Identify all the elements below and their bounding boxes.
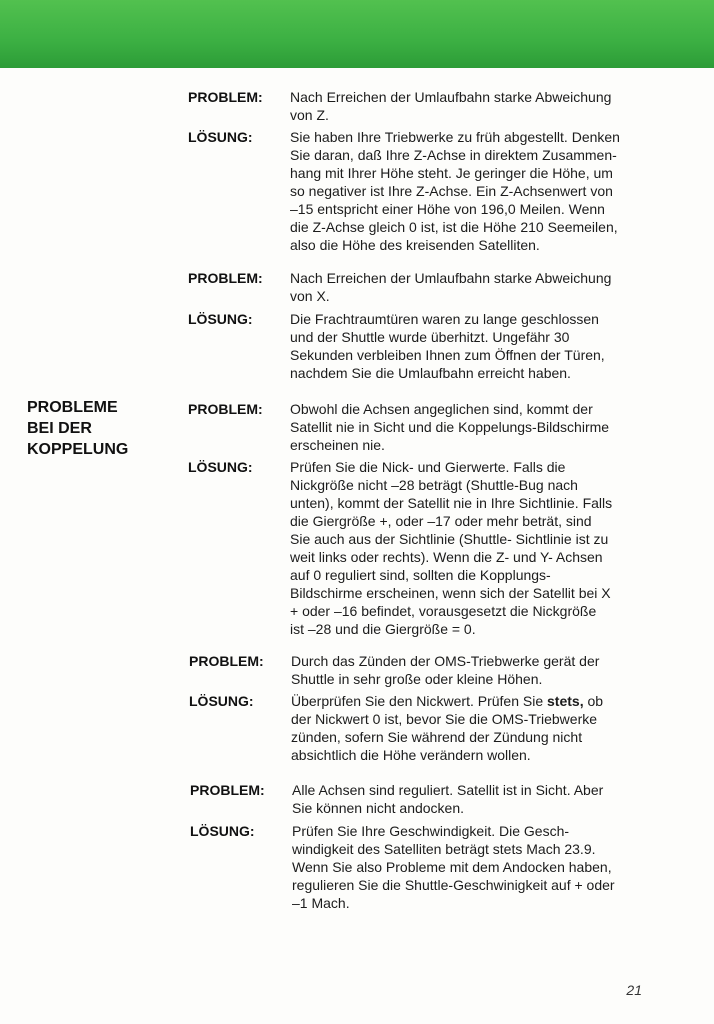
text-line: unten), kommt der Satellit nie in Ihre Sichtlinie. Falls	[290, 495, 613, 511]
text-line: Prüfen Sie die Nick- und Gierwerte. Falls die	[290, 459, 566, 475]
text-line: + oder –16 befindet, vorausgesetzt die Nickgröße	[290, 603, 597, 619]
solution-text	[290, 458, 612, 638]
section-heading-line: PROBLEME	[27, 399, 118, 416]
text-line: Bildschirme erscheinen, wenn sich der Satellit bei X	[290, 585, 611, 601]
problem-label: PROBLEM:	[188, 401, 263, 417]
text-line: nachdem Sie die Umlaufbahn erreicht haben.	[290, 365, 571, 381]
text-line: –15 entspricht einer Höhe von 196,0 Meilen. Wenn	[290, 201, 605, 217]
text-line: Nach Erreichen der Umlaufbahn starke Abweichung	[290, 270, 612, 286]
solution-label: LÖSUNG:	[188, 459, 253, 475]
text-line: Sie auch aus der Sichtlinie (Shuttle- Sichtlinie ist zu	[290, 531, 609, 547]
text-line: Durch das Zünden der OMS-Triebwerke gerät der	[291, 653, 600, 669]
text-line: so negativer ist Ihre Z-Achse. Ein Z-Achsenwert von	[290, 183, 613, 199]
text-line: die Giergröße +, oder –17 oder mehr beträt, sind	[290, 513, 592, 529]
text-line: absichtlich die Höhe verändern wollen.	[291, 747, 531, 763]
section-heading-line: BEI DER	[27, 420, 92, 437]
text-segment: Überprüfen Sie den Nickwert. Prüfen Sie	[291, 693, 544, 709]
problem-text	[290, 269, 611, 305]
text-line: auf 0 reguliert sind, sollten die Kopplungs-	[290, 567, 551, 583]
solution-label: LÖSUNG:	[189, 693, 254, 709]
problem-label: PROBLEM:	[189, 653, 264, 669]
solution-text	[292, 822, 615, 912]
solution-label: LÖSUNG:	[190, 823, 255, 839]
text-segment: ob	[587, 693, 604, 709]
solution-text	[290, 128, 620, 254]
text-line: Nach Erreichen der Umlaufbahn starke Abweichung	[290, 89, 612, 105]
text-line: erscheinen nie.	[290, 437, 385, 453]
text-line: Sie können nicht andocken.	[292, 800, 465, 816]
text-line: von X.	[290, 288, 330, 304]
emphasis-text: stets,	[547, 693, 584, 709]
text-line: der Nickwert 0 ist, bevor Sie die OMS-Triebwerke	[291, 711, 598, 727]
text-line: ist –28 und die Giergröße = 0.	[290, 621, 476, 637]
text-line: Prüfen Sie Ihre Geschwindigkeit. Die Gesch-	[292, 823, 570, 839]
text-line: also die Höhe des kreisenden Satelliten.	[290, 237, 540, 253]
problem-text	[291, 652, 599, 688]
solution-text	[291, 692, 603, 764]
header-color-bar	[0, 0, 714, 68]
text-line: Obwohl die Achsen angeglichen sind, kommt der	[290, 401, 593, 417]
text-line: –1 Mach.	[292, 895, 350, 911]
text-line: Satellit nie in Sicht und die Koppelungs-Bildschirme	[290, 419, 610, 435]
text-line: zünden, sofern Sie während der Zündung nicht	[291, 729, 583, 745]
text-line: die Z-Achse gleich 0 ist, ist die Höhe 210 Seemeilen,	[290, 219, 618, 235]
text-line: Sie daran, daß Ihre Z-Achse in direktem Zusammen-	[290, 147, 617, 163]
section-heading	[27, 397, 167, 460]
solution-text	[290, 310, 605, 382]
problem-label: PROBLEM:	[188, 270, 263, 286]
text-line: Sekunden verbleiben Ihnen zum Öffnen der Türen,	[290, 347, 605, 363]
text-line: regulieren Sie die Shuttle-Geschwinigkeit auf + oder	[292, 877, 615, 893]
text-line: und der Shuttle wurde überhitzt. Ungefähr 30	[290, 329, 570, 345]
problem-label: PROBLEM:	[190, 782, 265, 798]
text-line: windigkeit des Satelliten beträgt stets Mach 23.9.	[292, 841, 596, 857]
text-line: weit links oder rechts). Wenn die Z- und Y- Achsen	[290, 549, 603, 565]
text-line: Sie haben Ihre Triebwerke zu früh abgestellt. Denken	[290, 129, 620, 145]
problem-text	[292, 781, 603, 817]
solution-label: LÖSUNG:	[188, 129, 253, 145]
text-line: Wenn Sie also Probleme mit dem Andocken haben,	[292, 859, 612, 875]
section-heading-line: KOPPELUNG	[27, 441, 129, 458]
solution-label: LÖSUNG:	[188, 311, 253, 327]
problem-text	[290, 88, 611, 124]
text-line: Nickgröße nicht –28 beträgt (Shuttle-Bug nach	[290, 477, 578, 493]
page-number: 21	[626, 982, 642, 998]
text-line: Shuttle in sehr große oder kleine Höhen.	[291, 671, 543, 687]
text-line: von Z.	[290, 107, 329, 123]
text-line: Die Frachtraumtüren waren zu lange geschlossen	[290, 311, 599, 327]
text-line	[291, 692, 603, 710]
problem-label: PROBLEM:	[188, 89, 263, 105]
problem-text	[290, 400, 609, 454]
text-line: Alle Achsen sind reguliert. Satellit ist in Sicht. Aber	[292, 782, 604, 798]
text-line: hang mit Ihrer Höhe steht. Je geringer die Höhe, um	[290, 165, 613, 181]
